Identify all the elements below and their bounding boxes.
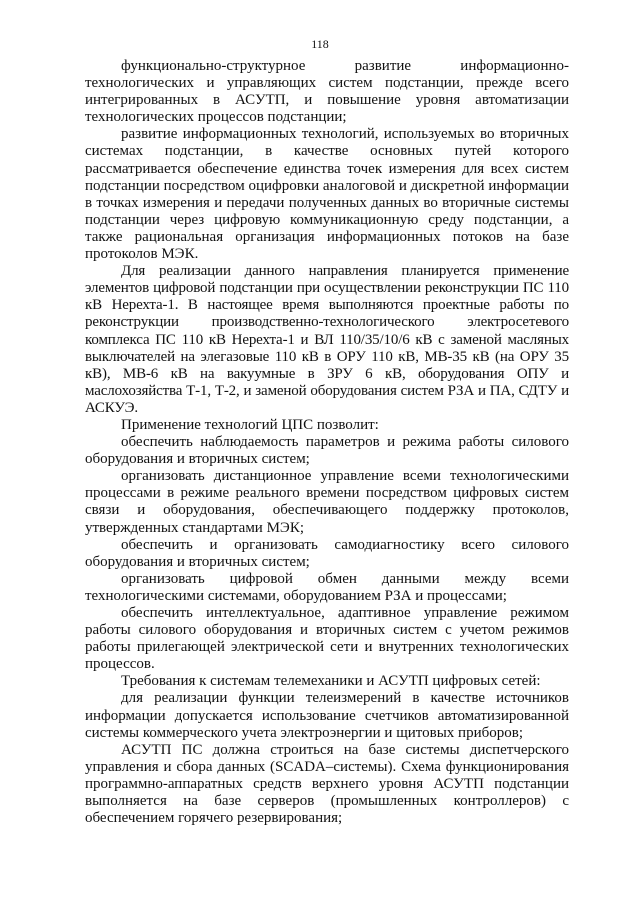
list-item-adaptive-control: обеспечить интеллектуальное, адаптивное управление режимом работы силового оборудования и вторичных систем с учетом режимов работы прилегающей электрической сети и внутренних технологических процессов. <box>85 605 569 673</box>
paragraph-digital-development: функционально-структурное развитие информационно-технологических и управляющих систем подстанции, прежде всего интегрированных в АСУТП, и повышение уровня автоматизации технологических процессов подстанции; <box>85 58 569 126</box>
list-item-telemetry-sources: для реализации функции телеизмерений в качестве источников информации допускается использование счетчиков автоматизированной системы коммерческого учета электроэнергии и щитовых приборов; <box>85 690 569 741</box>
paragraph-information-technologies: развитие информационных технологий, используемых во вторичных системах подстанции, в качестве основных путей которого рассматривается обеспечение единства точек измерения для всех систем подстанции посредством оцифровки аналоговой и дискретной информации в точках измерения и передачи полученных данных во вторичные системы подстанции через цифровую коммуникационную среду подстанции, а также рациональная организация информационных потоков на базе протоколов МЭК. <box>85 126 569 263</box>
list-item-data-exchange: организовать цифровой обмен данными между всеми технологическими системами, оборудованием РЗА и процессами; <box>85 570 569 604</box>
list-item-self-diagnostics: обеспечить и организовать самодиагностику всего силового оборудования и вторичных систем; <box>85 536 569 570</box>
list-item-scada-system: АСУТП ПС должна строиться на базе системы диспетчерского управления и сбора данных (SCADA–системы). Схема функционирования программно-аппаратных средств верхнего уровня АСУТП подстанции выполняется на базе серверов (промышленных контроллеров) с обеспечением горячего резервирования; <box>85 741 569 827</box>
paragraph-tps-benefits-heading: Применение технологий ЦПС позволит: <box>121 416 379 433</box>
list-item-remote-control: организовать дистанционное управление всеми технологическими процессами в режиме реального времени посредством цифровых систем связи и оборудования, обеспечивающего поддержку протоколов, утвержденных стандартами МЭК; <box>85 468 569 536</box>
document-body <box>85 58 569 827</box>
list-item-observability: обеспечить наблюдаемость параметров и режима работы силового оборудования и вторичных систем; <box>85 434 569 468</box>
page-number: 118 <box>311 37 329 51</box>
paragraph-nerekhta-reconstruction: Для реализации данного направления планируется применение элементов цифровой подстанции при осуществлении реконструкции ПС 110 кВ Нерехта-1. В настоящее время выполняются проектные работы по реконструкции производственно-технологического электросетевого комплекса ПС 110 кВ Нерехта-1 и ВЛ 110/35/10/6 кВ с заменой масляных выключателей на элегазовые 110 кВ в ОРУ 110 кВ, МВ-35 кВ (на ОРУ 35 кВ), МВ-6 кВ на вакуумные в ЗРУ 6 кВ, оборудования ОПУ и маслохозяйства Т-1, Т-2, и заменой оборудования систем РЗА и ПА, СДТУ и АСКУЭ. <box>85 263 569 416</box>
paragraph-telemechanics-requirements-heading: Требования к системам телемеханики и АСУТП цифровых сетей: <box>121 673 541 690</box>
